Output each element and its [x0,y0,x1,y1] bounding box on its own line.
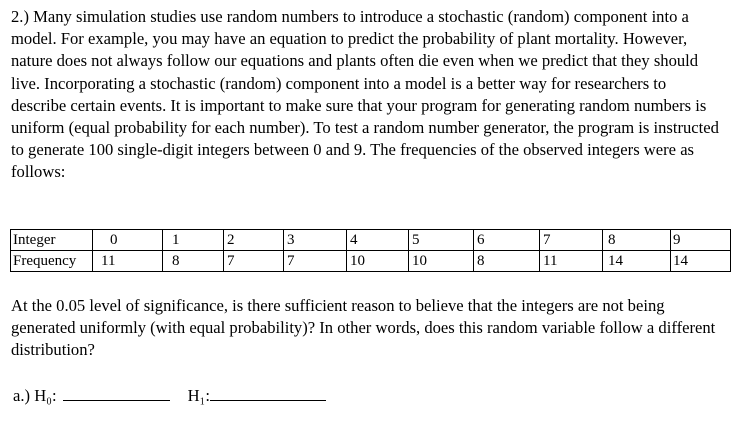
integer-cell: 5 [409,230,474,251]
integer-cell: 2 [224,230,284,251]
integer-cell: 6 [474,230,540,251]
question-text: At the 0.05 level of significance, is there sufficient reason to believe that the integers are not being generated uniformly (with equal probability)? In other words, does this random variable follow a different distribution? [11,296,716,359]
frequency-cell: 7 [284,251,347,272]
h1-label: H₁: [187,386,210,405]
integer-row [11,230,731,251]
integer-cell: 9 [671,230,731,251]
problem-paragraph: 2.) Many simulation studies use random numbers to introduce a stochastic (random) component into a model. For example, you may have an equation to predict the probability of plant mortality. However, nature does not always follow our equations and plants often die even when we predict that they should live. Incorporating a stochastic (random) component into a model is a better way for researchers to describe certain events. It is important to make sure that your program for generating random numbers is uniform (equal probability for each number). To test a random number generator, the program is instructed to generate 100 single-digit integers between 0 and 9. The frequencies of the observed integers were as follows: [11,7,719,182]
integer-cell: 3 [284,230,347,251]
frequency-cell: 10 [409,251,474,272]
h0-label: a.) H₀: [13,386,57,405]
integer-cell: 0 [93,230,163,251]
integer-cell: 7 [540,230,603,251]
frequency-cell: 10 [347,251,409,272]
frequency-cell: 7 [224,251,284,272]
h0-answer-blank[interactable] [63,384,170,401]
integer-cell: 4 [347,230,409,251]
integer-cell: 8 [603,230,671,251]
hypotheses-line [11,384,326,407]
frequency-row [11,251,731,272]
integer-row-label: Integer [11,230,93,251]
h1-answer-blank[interactable] [210,384,326,401]
frequency-cell: 11 [540,251,603,272]
frequency-cell: 11 [93,251,163,272]
frequency-cell: 14 [603,251,671,272]
frequency-table [10,229,731,272]
frequency-cell: 8 [474,251,540,272]
frequency-cell: 14 [671,251,731,272]
integer-cell: 1 [163,230,224,251]
frequency-cell: 8 [163,251,224,272]
frequency-row-label: Frequency [11,251,93,272]
